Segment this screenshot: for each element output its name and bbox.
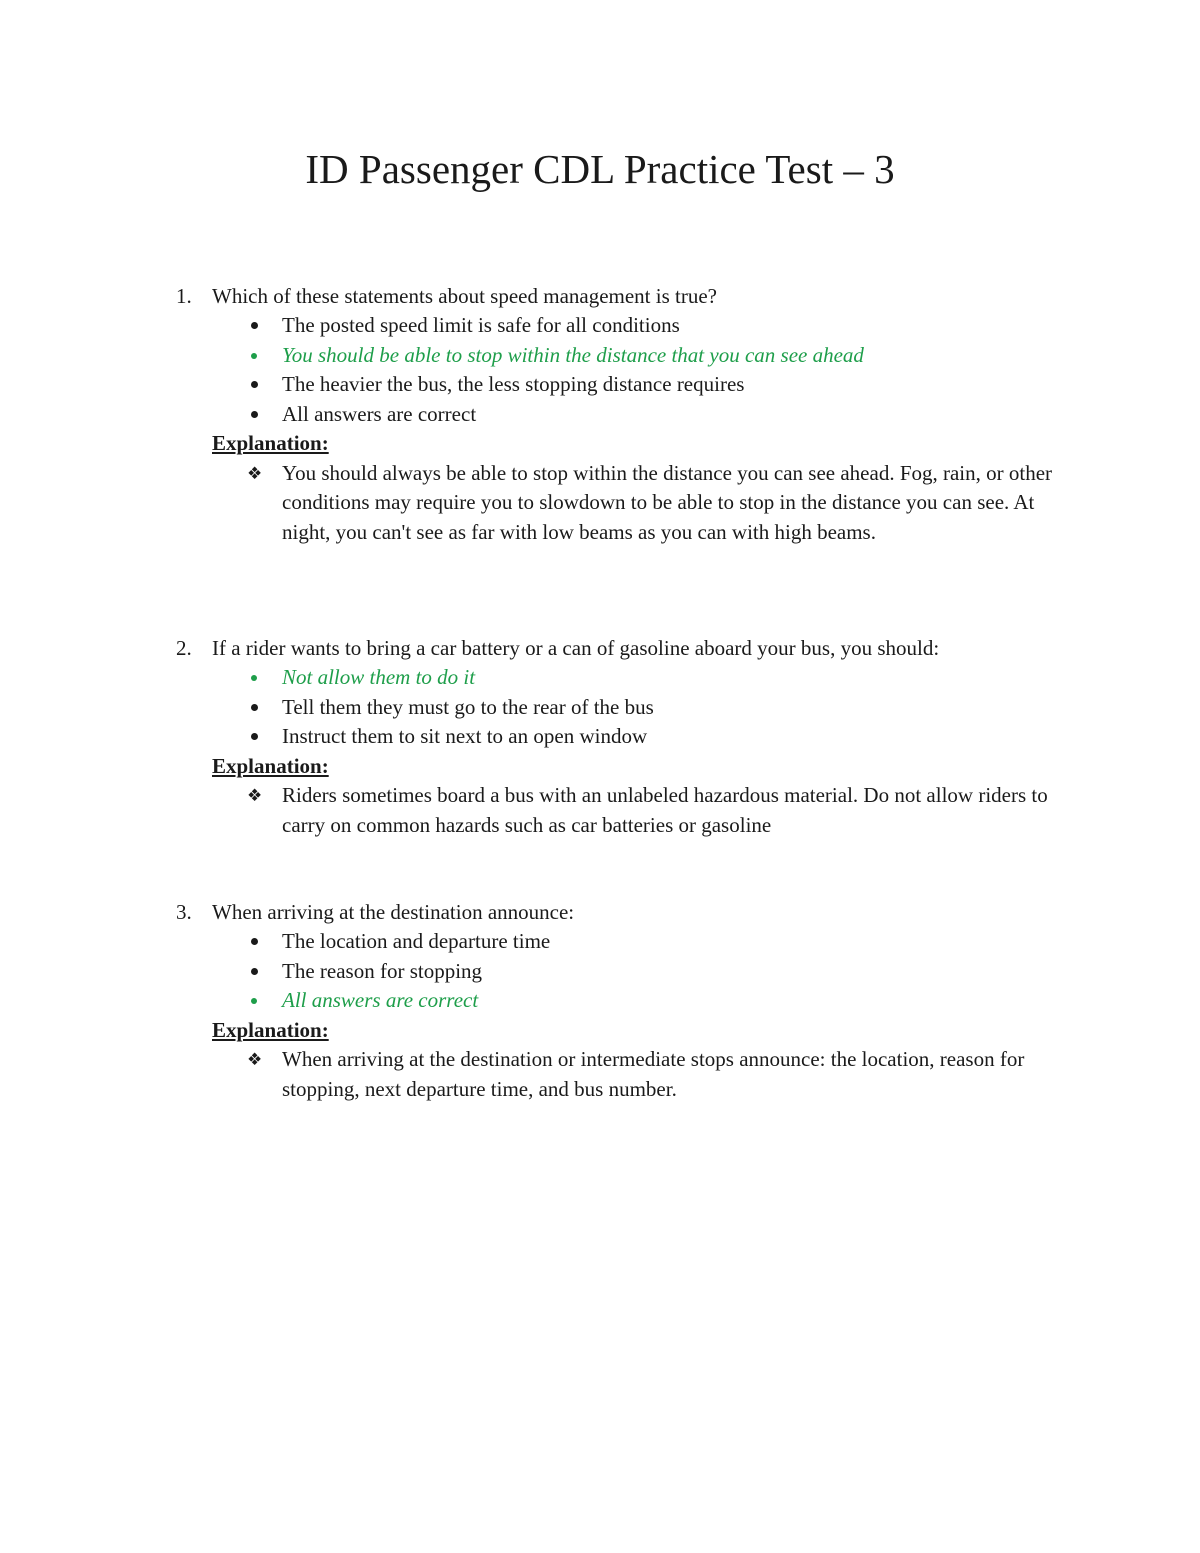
diamond-bullet-icon: ❖ [247,1050,263,1069]
answer-option-text: Instruct them to sit next to an open window [282,724,648,748]
explanation-label: Explanation: [212,1017,329,1042]
explanation-text: When arriving at the destination or intermediate stops announce: the location, reason for stopping, next departure time, and bus number. [282,1047,1025,1101]
answer-option [0,693,1200,723]
diamond-bullet-icon: ❖ [247,786,263,805]
question-text: If a rider wants to bring a car battery or a can of gasoline aboard your bus, you should: [212,636,940,660]
explanation-heading [0,429,1200,459]
bullet-icon [251,733,258,740]
bullet-icon [251,322,258,329]
bullet-icon [251,411,258,418]
bullet-icon [251,998,257,1004]
bullet-icon [251,938,258,945]
question-text: When arriving at the destination announce: [212,900,575,924]
question-1 [0,281,1200,547]
answer-option-correct [0,663,1200,693]
answer-option [0,722,1200,752]
question-number: 3. [176,900,192,924]
explanation-text: You should always be able to stop within the distance you can see ahead. Fog, rain, or other conditions may require you to slowdown to be able to stop in the distance you can see. At night, you can't see as far with low beams as you can with high beams. [282,460,1053,544]
bullet-icon [251,381,258,388]
answer-option-text: All answers are correct [282,401,477,426]
explanation-heading [0,1016,1200,1046]
answer-option-text: You should be able to stop within the distance that you can see ahead [282,342,864,367]
answer-option-text: Tell them they must go to the rear of the bus [282,694,654,719]
answer-option-text: All answers are correct [282,988,479,1012]
answer-option-text: The reason for stopping [282,958,483,983]
question-header [0,281,1200,311]
document-title: ID Passenger CDL Practice Test – 3 [305,146,895,192]
answer-option-text: Not allow them to do it [282,665,476,689]
answer-option [0,400,1200,430]
question-text: Which of these statements about speed management is true? [212,284,717,308]
explanation [0,1045,1200,1104]
answer-option-text: The location and departure time [282,929,551,953]
explanation [0,781,1200,840]
question-header [0,633,1200,663]
bullet-icon [251,704,258,711]
answer-option [0,927,1200,957]
question-header [0,897,1200,927]
answer-option-text: The heavier the bus, the less stopping distance requires [282,372,745,396]
explanation-label: Explanation: [212,431,329,455]
answer-option [0,957,1200,987]
answer-option [0,311,1200,341]
question-number: 1. [176,284,192,308]
question-number: 2. [176,636,192,660]
question-2 [0,633,1200,840]
explanation-label: Explanation: [212,753,329,778]
bullet-icon [251,675,257,681]
answer-option-correct [0,986,1200,1016]
diamond-bullet-icon: ❖ [247,463,263,483]
bullet-icon [251,968,258,975]
answer-option [0,370,1200,400]
explanation [0,459,1200,548]
explanation-text: Riders sometimes board a bus with an unlabeled hazardous material. Do not allow riders to carry on common hazards such as car batteries or gasoline [282,783,1048,837]
answer-option-correct [0,341,1200,371]
bullet-icon [251,353,257,359]
answer-option-text: The posted speed limit is safe for all conditions [282,313,680,337]
question-3 [0,897,1200,1104]
explanation-heading [0,752,1200,782]
